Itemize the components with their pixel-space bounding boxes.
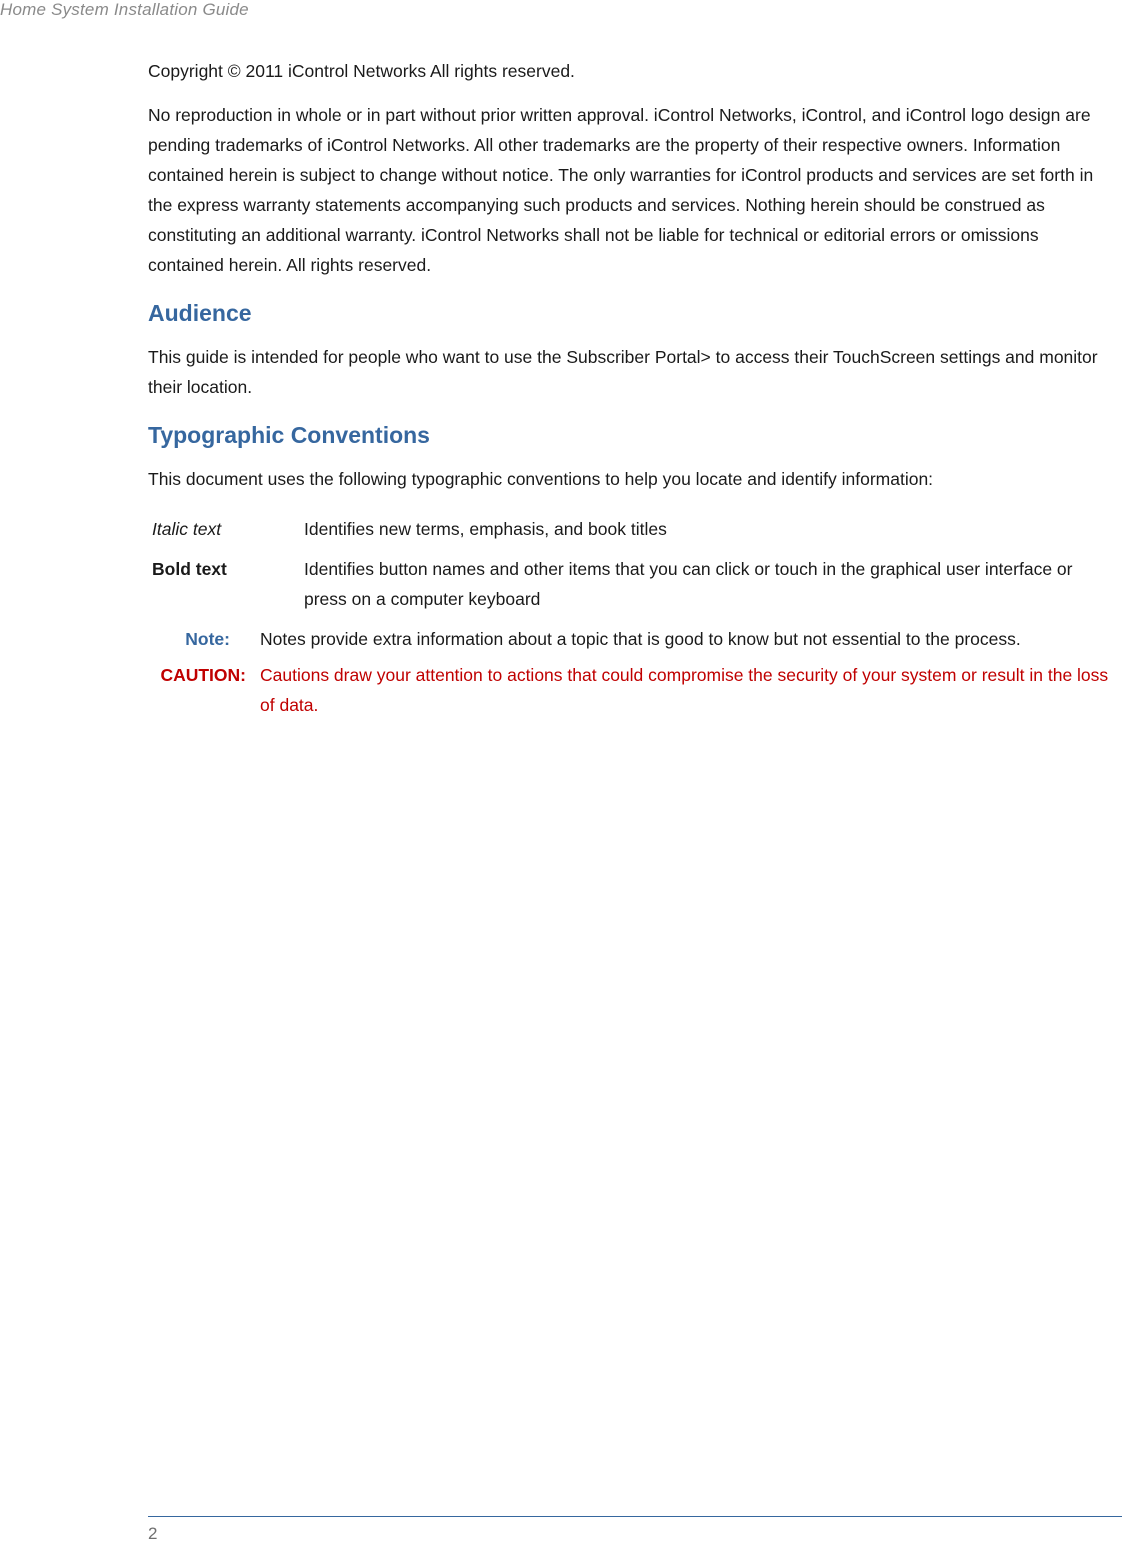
conventions-heading: Typographic Conventions xyxy=(148,422,430,448)
copyright-notice: Copyright © 2011 iControl Networks All rights reserved. xyxy=(148,61,575,81)
convention-term: Italic text xyxy=(152,519,222,539)
caution-label: CAUTION: xyxy=(160,665,246,685)
convention-description: Identifies button names and other items that you can click or touch in the graphical user interface or press on a computer keyboard xyxy=(304,559,1073,609)
convention-row-italic xyxy=(148,514,1114,544)
convention-description: Identifies new terms, emphasis, and book titles xyxy=(304,519,667,539)
caution-text: Cautions draw your attention to actions that could compromise the security of your system or result in the loss of data. xyxy=(260,665,1109,715)
note-text: Notes provide extra information about a topic that is good to know but not essential to the process. xyxy=(260,629,1021,649)
legal-paragraph: No reproduction in whole or in part without prior written approval. iControl Networks, iControl, and iControl logo design are pending trademarks of iControl Networks. All other trademarks are the property of their respective owners. Information contained herein is subject to change without notice. The only warranties for iControl products and services are set forth in the express warranty statements accompanying such products and services. Nothing herein should be construed as constituting an additional warranty. iControl Networks shall not be liable for technical or editorial errors or omissions contained herein. All rights reserved. xyxy=(148,105,1094,275)
page-number: 2 xyxy=(148,1524,158,1543)
convention-row-bold xyxy=(148,554,1114,614)
note-label: Note: xyxy=(185,629,230,649)
convention-term: Bold text xyxy=(152,559,227,579)
conventions-table xyxy=(148,514,1114,614)
page-content xyxy=(148,56,1114,720)
running-header: Home System Installation Guide xyxy=(0,0,249,19)
conventions-intro: This document uses the following typographic conventions to help you locate and identify information: xyxy=(148,469,934,489)
audience-body: This guide is intended for people who want to use the Subscriber Portal> to access their TouchScreen settings and monitor their location. xyxy=(148,347,1098,397)
caution-callout xyxy=(148,660,1114,720)
note-callout xyxy=(148,624,1114,654)
footer-divider xyxy=(148,1516,1122,1517)
audience-heading: Audience xyxy=(148,300,252,326)
